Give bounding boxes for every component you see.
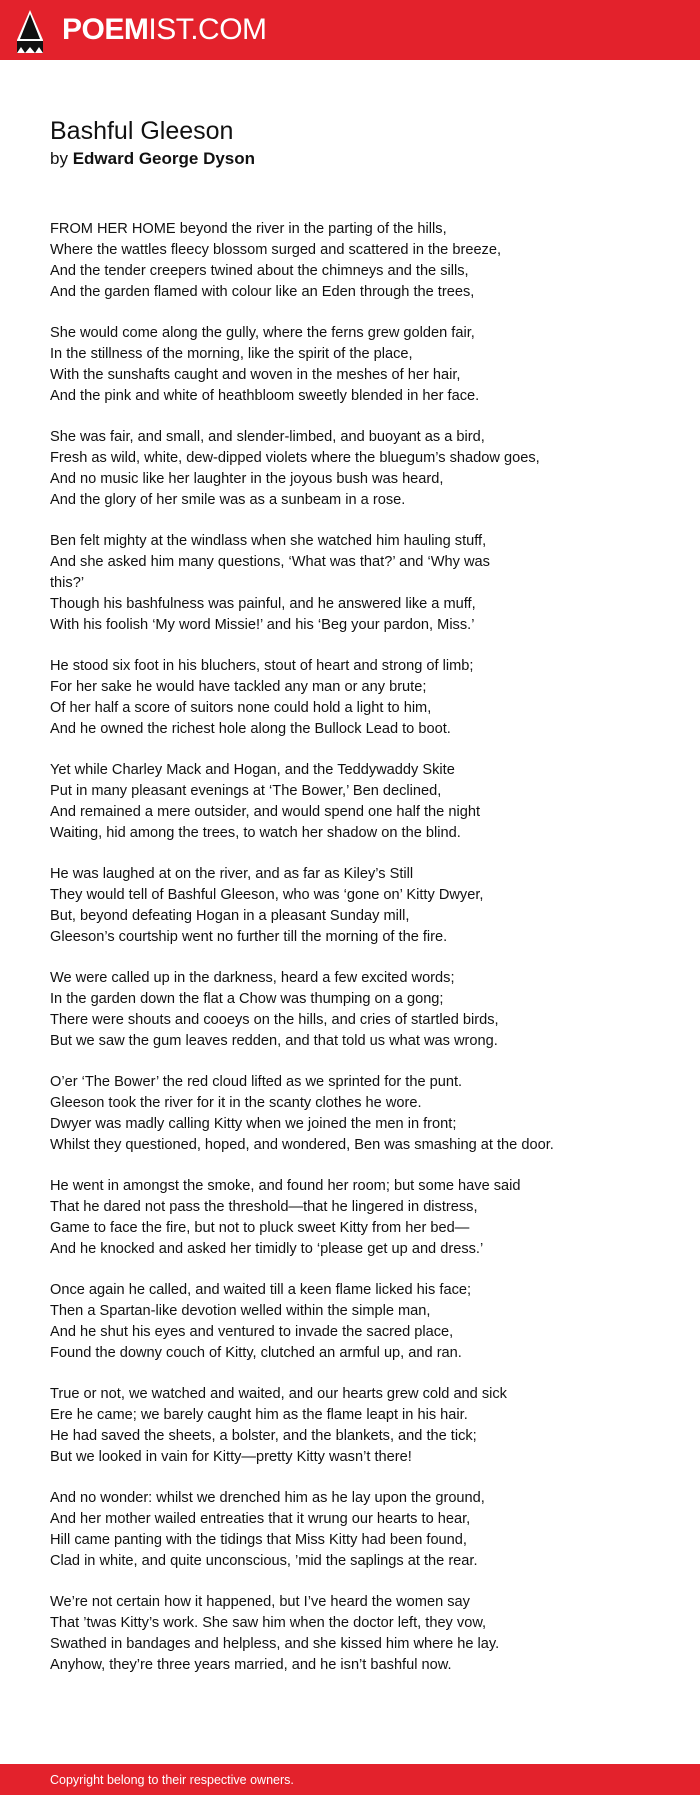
stanza [50,219,680,303]
poem-line: Yet while Charley Mack and Hogan, and the Teddywaddy Skite [50,762,455,778]
site-logo-link[interactable] [62,13,267,47]
poem-line: But we saw the gum leaves redden, and that told us what was wrong. [50,1033,498,1049]
poem-line: They would tell of Bashful Gleeson, who was ‘gone on’ Kitty Dwyer, [50,887,484,903]
poem-line: True or not, we watched and waited, and our hearts grew cold and sick [50,1386,507,1402]
poem-line: Found the downy couch of Kitty, clutched an armful up, and ran. [50,1345,462,1361]
poem-line: And he owned the richest hole along the Bullock Lead to boot. [50,721,451,737]
poem-line: Gleeson took the river for it in the scanty clothes he wore. [50,1095,422,1111]
poem-line: Game to face the fire, but not to pluck sweet Kitty from her bed— [50,1220,470,1236]
poem-line: Hill came panting with the tidings that Miss Kitty had been found, [50,1532,467,1548]
stanza [50,760,680,844]
poem-line: And he shut his eyes and ventured to invade the sacred place, [50,1324,454,1340]
poem-line: And no wonder: whilst we drenched him as he lay upon the ground, [50,1490,485,1506]
poem-line: And she asked him many questions, ‘What was that?’ and ‘Why was [50,554,490,570]
stanza [50,1280,680,1364]
poem-line: Whilst they questioned, hoped, and wondered, Ben was smashing at the door. [50,1137,554,1153]
stanza [50,1592,680,1676]
poem-line: He stood six foot in his bluchers, stout of heart and strong of limb; [50,658,474,674]
poem-line: There were shouts and cooeys on the hills, and cries of startled birds, [50,1012,499,1028]
site-footer [0,1764,700,1795]
poem-line: Then a Spartan-like devotion welled within the simple man, [50,1303,431,1319]
poem-line: And the pink and white of heathbloom sweetly blended in her face. [50,388,480,404]
poem-line: In the stillness of the morning, like the spirit of the place, [50,346,413,362]
poem-line: Ben felt mighty at the windlass when she watched him hauling stuff, [50,533,487,549]
poem-title: Bashful Gleeson [50,117,234,145]
poem-line: And he knocked and asked her timidly to ‘please get up and dress.’ [50,1241,484,1257]
logo-text-light: IST.COM [148,13,267,46]
stanza [50,323,680,407]
logo-text-bold: POEM [62,13,149,46]
stanza [50,427,680,511]
poem-line: Dwyer was madly calling Kitty when we joined the men in front; [50,1116,457,1132]
poem-line: Put in many pleasant evenings at ‘The Bower,’ Ben declined, [50,783,442,799]
poem-line: We’re not certain how it happened, but I’ve heard the women say [50,1594,470,1610]
site-header [0,0,700,60]
poem-line: Of her half a score of suitors none could hold a light to him, [50,700,432,716]
stanza [50,656,680,740]
poem-line: But we looked in vain for Kitty—pretty Kitty wasn’t there! [50,1449,412,1465]
poem-line: And remained a mere outsider, and would spend one half the night [50,804,480,820]
poem-line: And the garden flamed with colour like an Eden through the trees, [50,284,475,300]
poem-line: Where the wattles fleecy blossom surged and scattered in the breeze, [50,242,502,258]
poem-line: Clad in white, and quite unconscious, ’mid the saplings at the rear. [50,1553,478,1569]
poem-line: Once again he called, and waited till a keen flame licked his face; [50,1282,472,1298]
poem-line: For her sake he would have tackled any man or any brute; [50,679,427,695]
poem-line: That ’twas Kitty’s work. She saw him when the doctor left, they vow, [50,1615,487,1631]
byline-label: by [50,149,68,168]
poem-line: Gleeson’s courtship went no further till the morning of the fire. [50,929,448,945]
stanza [50,1384,680,1468]
author-name[interactable]: Edward George Dyson [72,149,256,168]
poem-line: In the garden down the flat a Chow was thumping on a gong; [50,991,444,1007]
poem-line: We were called up in the darkness, heard a few excited words; [50,970,455,986]
poem-line: FROM HER HOME beyond the river in the parting of the hills, [50,221,447,237]
stanza [50,968,680,1052]
poem-line: With his foolish ‘My word Missie!’ and his ‘Beg your pardon, Miss.’ [50,617,475,633]
stanza [50,1488,680,1572]
poem-line: O’er ‘The Bower’ the red cloud lifted as we sprinted for the punt. [50,1074,463,1090]
poem-line: She would come along the gully, where the ferns grew golden fair, [50,325,475,341]
poem-line: And the glory of her smile was as a sunbeam in a rose. [50,492,406,508]
poem-line: He went in amongst the smoke, and found her room; but some have said [50,1178,521,1194]
poem-line: That he dared not pass the threshold—that he lingered in distress, [50,1199,478,1215]
poem-line: He had saved the sheets, a bolster, and the blankets, and the tick; [50,1428,477,1444]
poem-line: With the sunshafts caught and woven in the meshes of her hair, [50,367,461,383]
poem-line: Fresh as wild, white, dew-dipped violets where the bluegum’s shadow goes, [50,450,540,466]
poem-line: He was laughed at on the river, and as far as Kiley’s Still [50,866,414,882]
poem-line: Waiting, hid among the trees, to watch her shadow on the blind. [50,825,461,841]
poem-line: Ere he came; we barely caught him as the flame leapt in his hair. [50,1407,468,1423]
poem-line: Though his bashfulness was painful, and he answered like a muff, [50,596,476,612]
stanza [50,1072,680,1156]
stanza [50,531,680,636]
poem-line: Swathed in bandages and helpless, and she kissed him where he lay. [50,1636,500,1652]
poem-line: And the tender creepers twined about the chimneys and the sills, [50,263,469,279]
poem-line: But, beyond defeating Hogan in a pleasant Sunday mill, [50,908,410,924]
poem-line: this?’ [50,575,85,591]
copyright-notice: Copyright belong to their respective owners. [50,1773,294,1787]
byline [50,147,255,171]
poem-body [50,219,680,1696]
stanza [50,1176,680,1260]
poem-line: And no music like her laughter in the joyous bush was heard, [50,471,444,487]
poem-line: And her mother wailed entreaties that it wrung our hearts to hear, [50,1511,471,1527]
poem-line: Anyhow, they’re three years married, and he isn’t bashful now. [50,1657,452,1673]
stanza [50,864,680,948]
poem-line: She was fair, and small, and slender-limbed, and buoyant as a bird, [50,429,485,445]
pen-nib-icon [17,10,43,53]
